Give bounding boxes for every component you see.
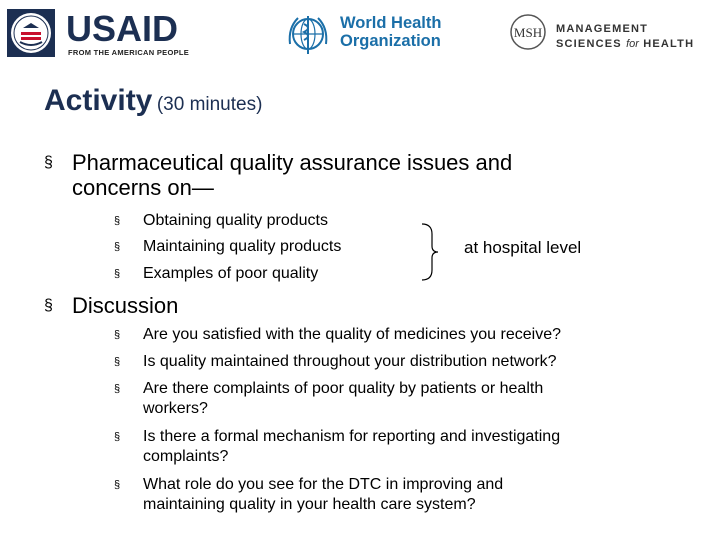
- side-note-hospital-level: at hospital level: [464, 238, 582, 257]
- msh-mark-icon: [508, 12, 548, 52]
- bullet-marker: §: [44, 297, 53, 314]
- who-logo: [284, 10, 446, 60]
- bullet-marker: §: [44, 154, 53, 171]
- right-brace-icon: [418, 222, 458, 282]
- who-emblem-icon: [284, 10, 332, 58]
- usaid-seal-icon: [6, 8, 56, 58]
- title-subtitle: (30 minutes): [156, 94, 263, 115]
- title-main: Activity: [44, 84, 153, 117]
- slide-title: [44, 84, 262, 118]
- usaid-tagline: FROM THE AMERICAN PEOPLE: [68, 48, 190, 57]
- who-wordmark: World Health Organization: [340, 14, 442, 50]
- usaid-wordmark: USAID: [66, 8, 179, 49]
- usaid-logo: [6, 8, 188, 58]
- msh-wordmark: MANAGEMENT SCIENCES for HEALTH: [556, 23, 695, 50]
- msh-logo: [508, 12, 714, 52]
- svg-text:MSH: MSH: [513, 25, 543, 40]
